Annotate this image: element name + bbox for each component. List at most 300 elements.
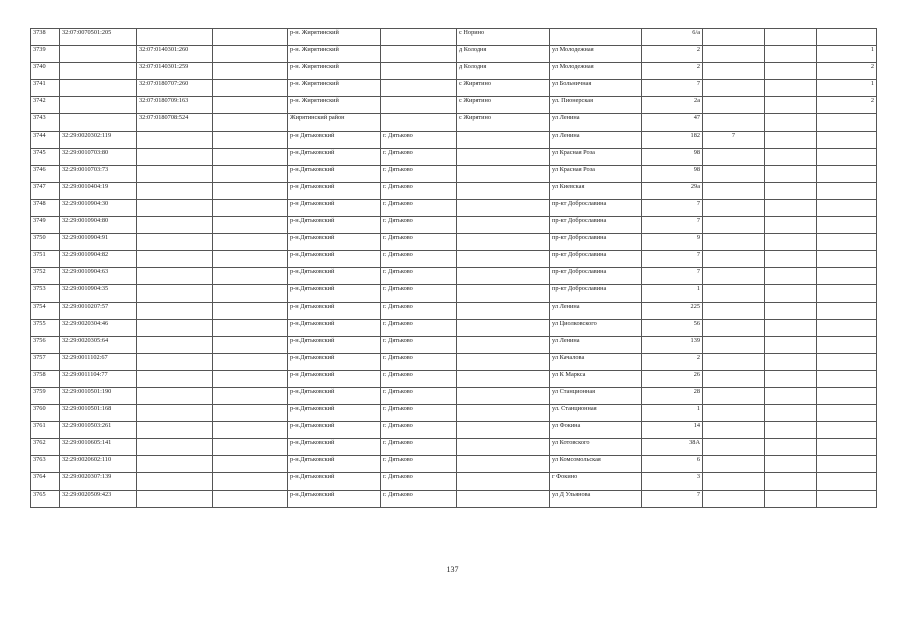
cell-cadastral-number-1: 32:29:0010904:80 <box>60 217 137 234</box>
cell-city: г. Дятьково <box>381 336 457 353</box>
cell-district: р-н Дятьковский <box>288 131 381 148</box>
page-number: 137 <box>446 565 459 574</box>
cell-settlement <box>457 234 550 251</box>
cell-cadastral-number-3 <box>213 473 288 490</box>
cell-city <box>381 29 457 46</box>
cell-row-number: 3756 <box>31 336 60 353</box>
cell-settlement <box>457 353 550 370</box>
table-row <box>31 336 877 353</box>
cell-row-number: 3753 <box>31 285 60 302</box>
cell-row-number: 3743 <box>31 114 60 131</box>
cell-house-number: 2 <box>642 353 703 370</box>
cell-cadastral-number-2 <box>137 217 213 234</box>
cell-settlement <box>457 182 550 199</box>
table-row <box>31 199 877 216</box>
table-row <box>31 131 877 148</box>
cell-extra <box>765 473 817 490</box>
cell-extra <box>765 131 817 148</box>
cell-cadastral-number-1: 32:29:0010904:91 <box>60 234 137 251</box>
cell-street: ул Красная Роза <box>550 148 642 165</box>
table-row <box>31 182 877 199</box>
cell-district: р-н.Дятьковский <box>288 439 381 456</box>
cell-building <box>703 199 765 216</box>
cell-cadastral-number-3 <box>213 336 288 353</box>
cell-district: р-н.Дятьковский <box>288 217 381 234</box>
cell-street: ул Красная Роза <box>550 165 642 182</box>
cell-street: ул. Станционная <box>550 405 642 422</box>
cell-district: р-н.Дятьковский <box>288 234 381 251</box>
cell-row-number: 3758 <box>31 370 60 387</box>
table-row <box>31 456 877 473</box>
cell-city: г. Дятьково <box>381 131 457 148</box>
cell-house-number: 7 <box>642 251 703 268</box>
cell-apartment <box>817 29 877 46</box>
cell-city: г. Дятьково <box>381 182 457 199</box>
cell-house-number: 1 <box>642 405 703 422</box>
cell-cadastral-number-1: 32:29:0011104:77 <box>60 370 137 387</box>
cell-apartment <box>817 456 877 473</box>
cell-apartment <box>817 251 877 268</box>
cell-district: р-н.Дятьковский <box>288 405 381 422</box>
cell-district: р-н. Жирятинский <box>288 29 381 46</box>
cell-extra <box>765 268 817 285</box>
cell-cadastral-number-1: 32:29:0020307:139 <box>60 473 137 490</box>
cell-settlement <box>457 370 550 387</box>
table-row <box>31 405 877 422</box>
cell-extra <box>765 387 817 404</box>
cell-cadastral-number-1: 32:29:0020302:119 <box>60 131 137 148</box>
cell-apartment <box>817 302 877 319</box>
cell-cadastral-number-1: 32:29:0010703:80 <box>60 148 137 165</box>
cell-district: р-н Дятьковский <box>288 370 381 387</box>
cell-apartment: 2 <box>817 97 877 114</box>
cell-cadastral-number-2 <box>137 319 213 336</box>
cell-row-number: 3760 <box>31 405 60 422</box>
cell-cadastral-number-1: 32:29:0020509:423 <box>60 490 137 507</box>
cell-settlement: с Жирятино <box>457 114 550 131</box>
cell-apartment <box>817 422 877 439</box>
cell-house-number: 2 <box>642 46 703 63</box>
cell-house-number: 9 <box>642 234 703 251</box>
cell-street: ул Качалова <box>550 353 642 370</box>
cell-cadastral-number-1: 32:29:0020305:64 <box>60 336 137 353</box>
cell-row-number: 3750 <box>31 234 60 251</box>
cell-row-number: 3754 <box>31 302 60 319</box>
cell-house-number: 7 <box>642 490 703 507</box>
cell-cadastral-number-3 <box>213 285 288 302</box>
cell-building <box>703 29 765 46</box>
cell-district: Жирятинский район <box>288 114 381 131</box>
cell-apartment <box>817 387 877 404</box>
cell-street: ул Фокина <box>550 422 642 439</box>
cell-extra <box>765 46 817 63</box>
cell-city: г. Дятьково <box>381 387 457 404</box>
cell-building <box>703 268 765 285</box>
cell-settlement: д Колодня <box>457 63 550 80</box>
cell-street <box>550 29 642 46</box>
cell-building <box>703 353 765 370</box>
cell-district: р-н.Дятьковский <box>288 319 381 336</box>
cell-cadastral-number-2: 32:07:0180709:163 <box>137 97 213 114</box>
cell-cadastral-number-1: 32:29:0010904:35 <box>60 285 137 302</box>
cell-cadastral-number-2 <box>137 387 213 404</box>
cell-apartment: 1 <box>817 46 877 63</box>
cell-extra <box>765 251 817 268</box>
cell-apartment <box>817 148 877 165</box>
cell-cadastral-number-2 <box>137 131 213 148</box>
cell-district: р-н.Дятьковский <box>288 251 381 268</box>
cell-extra <box>765 456 817 473</box>
cell-building <box>703 114 765 131</box>
cell-cadastral-number-3 <box>213 439 288 456</box>
cell-cadastral-number-2 <box>137 490 213 507</box>
cell-cadastral-number-2 <box>137 29 213 46</box>
cell-house-number: 29а <box>642 182 703 199</box>
cell-district: р-н.Дятьковский <box>288 456 381 473</box>
cell-cadastral-number-3 <box>213 251 288 268</box>
cell-cadastral-number-1: 32:29:0010904:30 <box>60 199 137 216</box>
cell-cadastral-number-1 <box>60 97 137 114</box>
cell-house-number: 38А <box>642 439 703 456</box>
cell-extra <box>765 148 817 165</box>
cell-cadastral-number-1: 32:29:0010501:168 <box>60 405 137 422</box>
cell-house-number: 98 <box>642 148 703 165</box>
cell-district: р-н. Жирятинский <box>288 80 381 97</box>
cell-house-number: 7 <box>642 80 703 97</box>
cell-street: пр-кт Доброславина <box>550 251 642 268</box>
cell-settlement <box>457 131 550 148</box>
cell-apartment <box>817 234 877 251</box>
cell-building <box>703 63 765 80</box>
cell-district: р-н Дятьковский <box>288 182 381 199</box>
cell-apartment <box>817 182 877 199</box>
table-row <box>31 439 877 456</box>
cell-cadastral-number-1: 32:29:0020602:110 <box>60 456 137 473</box>
cell-street: пр-кт Доброславина <box>550 285 642 302</box>
cell-house-number: 7 <box>642 199 703 216</box>
cell-settlement <box>457 165 550 182</box>
cell-building <box>703 251 765 268</box>
cell-row-number: 3739 <box>31 46 60 63</box>
cell-row-number: 3746 <box>31 165 60 182</box>
cell-extra <box>765 182 817 199</box>
table-row <box>31 387 877 404</box>
cell-extra <box>765 302 817 319</box>
cell-city: г. Дятьково <box>381 353 457 370</box>
cell-city: г. Дятьково <box>381 405 457 422</box>
cell-apartment: 2 <box>817 63 877 80</box>
cell-city: г. Дятьково <box>381 165 457 182</box>
cell-settlement <box>457 336 550 353</box>
cell-row-number: 3740 <box>31 63 60 80</box>
cell-settlement <box>457 387 550 404</box>
cell-cadastral-number-2 <box>137 285 213 302</box>
cell-district: р-н.Дятьковский <box>288 387 381 404</box>
cell-settlement: д Колодня <box>457 46 550 63</box>
cell-building <box>703 439 765 456</box>
cell-building <box>703 422 765 439</box>
cell-settlement <box>457 456 550 473</box>
cell-cadastral-number-3 <box>213 46 288 63</box>
cell-extra <box>765 439 817 456</box>
table-row <box>31 46 877 63</box>
cell-row-number: 3738 <box>31 29 60 46</box>
cell-extra <box>765 165 817 182</box>
cell-building <box>703 370 765 387</box>
cell-cadastral-number-3 <box>213 490 288 507</box>
table-body <box>31 29 877 508</box>
cell-cadastral-number-3 <box>213 217 288 234</box>
cell-cadastral-number-1: 32:29:0010404:19 <box>60 182 137 199</box>
cell-cadastral-number-2 <box>137 422 213 439</box>
cell-cadastral-number-2 <box>137 251 213 268</box>
cell-building <box>703 97 765 114</box>
cell-building <box>703 319 765 336</box>
cell-house-number: 98 <box>642 165 703 182</box>
cell-apartment <box>817 217 877 234</box>
cell-settlement <box>457 473 550 490</box>
cell-street: ул К Маркса <box>550 370 642 387</box>
register-table <box>30 28 877 508</box>
cell-settlement <box>457 148 550 165</box>
cell-district: р-н.Дятьковский <box>288 473 381 490</box>
cell-building <box>703 165 765 182</box>
cell-apartment <box>817 353 877 370</box>
table-row <box>31 80 877 97</box>
cell-settlement <box>457 422 550 439</box>
cell-cadastral-number-2 <box>137 353 213 370</box>
cell-cadastral-number-1: 32:29:0010503:261 <box>60 422 137 439</box>
cell-settlement <box>457 268 550 285</box>
cell-cadastral-number-2 <box>137 165 213 182</box>
cell-street: пр-кт Доброславина <box>550 268 642 285</box>
cell-district: р-н.Дятьковский <box>288 422 381 439</box>
cell-cadastral-number-3 <box>213 80 288 97</box>
cell-building <box>703 302 765 319</box>
cell-house-number: 7 <box>642 217 703 234</box>
cell-city: г. Дятьково <box>381 422 457 439</box>
cell-street: ул Комсомольская <box>550 456 642 473</box>
cell-cadastral-number-3 <box>213 268 288 285</box>
table-row <box>31 29 877 46</box>
cell-apartment <box>817 165 877 182</box>
cell-district: р-н.Дятьковский <box>288 268 381 285</box>
cell-settlement <box>457 285 550 302</box>
cell-street: ул Д Ульянова <box>550 490 642 507</box>
cell-cadastral-number-1: 32:29:0010904:63 <box>60 268 137 285</box>
cell-cadastral-number-1 <box>60 80 137 97</box>
cell-cadastral-number-3 <box>213 422 288 439</box>
table-row <box>31 370 877 387</box>
cell-city <box>381 63 457 80</box>
cell-settlement <box>457 439 550 456</box>
cell-building <box>703 182 765 199</box>
cell-cadastral-number-3 <box>213 199 288 216</box>
cell-settlement <box>457 405 550 422</box>
cell-street: пр-кт Доброславина <box>550 199 642 216</box>
cell-city: г. Дятьково <box>381 148 457 165</box>
cell-row-number: 3749 <box>31 217 60 234</box>
cell-extra <box>765 336 817 353</box>
cell-city <box>381 80 457 97</box>
cell-extra <box>765 63 817 80</box>
cell-street: ул Циолковского <box>550 319 642 336</box>
cell-settlement: с Норино <box>457 29 550 46</box>
cell-city: г. Дятьково <box>381 456 457 473</box>
cell-city <box>381 114 457 131</box>
cell-cadastral-number-1: 32:29:0020304:46 <box>60 319 137 336</box>
cell-district: р-н. Жирятинский <box>288 46 381 63</box>
cell-district: р-н Дятьковский <box>288 199 381 216</box>
cell-district: р-н.Дятьковский <box>288 353 381 370</box>
cell-house-number: 6 <box>642 456 703 473</box>
cell-apartment <box>817 268 877 285</box>
cell-house-number: 3 <box>642 473 703 490</box>
cell-extra <box>765 97 817 114</box>
cell-apartment <box>817 490 877 507</box>
cell-city: г. Дятьково <box>381 268 457 285</box>
cell-cadastral-number-3 <box>213 405 288 422</box>
cell-house-number: 7 <box>642 268 703 285</box>
cell-row-number: 3762 <box>31 439 60 456</box>
cell-district: р-н Дятьковский <box>288 302 381 319</box>
cell-street: ул Станционная <box>550 387 642 404</box>
cell-house-number: 1 <box>642 285 703 302</box>
cell-city: г. Дятьково <box>381 302 457 319</box>
cell-building <box>703 46 765 63</box>
cell-cadastral-number-1: 32:29:0011102:67 <box>60 353 137 370</box>
cell-building <box>703 336 765 353</box>
cell-extra <box>765 199 817 216</box>
table-row <box>31 148 877 165</box>
table-row <box>31 319 877 336</box>
cell-row-number: 3759 <box>31 387 60 404</box>
cell-building <box>703 490 765 507</box>
cell-extra <box>765 319 817 336</box>
cell-city: г. Дятьково <box>381 473 457 490</box>
cell-city: г. Дятьково <box>381 439 457 456</box>
cell-cadastral-number-3 <box>213 319 288 336</box>
cell-settlement <box>457 302 550 319</box>
cell-cadastral-number-1 <box>60 46 137 63</box>
cell-apartment <box>817 370 877 387</box>
cell-cadastral-number-3 <box>213 165 288 182</box>
table-row <box>31 165 877 182</box>
cell-settlement: с Жирятино <box>457 97 550 114</box>
cell-cadastral-number-2 <box>137 302 213 319</box>
cell-row-number: 3757 <box>31 353 60 370</box>
cell-apartment <box>817 319 877 336</box>
cell-row-number: 3755 <box>31 319 60 336</box>
cell-house-number: 6/a <box>642 29 703 46</box>
cell-apartment <box>817 405 877 422</box>
cell-extra <box>765 490 817 507</box>
cell-city: г. Дятьково <box>381 217 457 234</box>
cell-extra <box>765 29 817 46</box>
cell-building <box>703 80 765 97</box>
cell-building <box>703 473 765 490</box>
cell-cadastral-number-2 <box>137 199 213 216</box>
cell-cadastral-number-2 <box>137 405 213 422</box>
cell-cadastral-number-3 <box>213 182 288 199</box>
cell-street: г Фокино <box>550 473 642 490</box>
cell-apartment <box>817 114 877 131</box>
cell-building <box>703 387 765 404</box>
cell-city: г. Дятьково <box>381 234 457 251</box>
cell-row-number: 3765 <box>31 490 60 507</box>
table-row <box>31 114 877 131</box>
cell-row-number: 3761 <box>31 422 60 439</box>
cell-cadastral-number-1: 32:29:0010501:190 <box>60 387 137 404</box>
cell-house-number: 47 <box>642 114 703 131</box>
cell-cadastral-number-3 <box>213 114 288 131</box>
cell-cadastral-number-2: 32:07:0180708:524 <box>137 114 213 131</box>
cell-extra <box>765 405 817 422</box>
cell-street: ул Ленина <box>550 336 642 353</box>
cell-street: ул Киевская <box>550 182 642 199</box>
table-row <box>31 353 877 370</box>
cell-district: р-н. Жирятинский <box>288 63 381 80</box>
cell-cadastral-number-2 <box>137 439 213 456</box>
cell-district: р-н.Дятьковский <box>288 336 381 353</box>
cell-apartment <box>817 199 877 216</box>
cell-cadastral-number-3 <box>213 370 288 387</box>
cell-settlement <box>457 490 550 507</box>
cell-cadastral-number-3 <box>213 148 288 165</box>
cell-cadastral-number-3 <box>213 131 288 148</box>
cell-street: пр-кт Доброславина <box>550 234 642 251</box>
cell-cadastral-number-3 <box>213 302 288 319</box>
cell-city: г. Дятьково <box>381 251 457 268</box>
cell-settlement: с Жирятино <box>457 80 550 97</box>
table-row <box>31 490 877 507</box>
cell-district: р-н.Дятьковский <box>288 490 381 507</box>
cell-city <box>381 46 457 63</box>
cell-cadastral-number-1: 32:29:0010207:57 <box>60 302 137 319</box>
cell-cadastral-number-1: 32:07:0070501:205 <box>60 29 137 46</box>
cell-building <box>703 456 765 473</box>
cell-apartment <box>817 439 877 456</box>
cell-row-number: 3742 <box>31 97 60 114</box>
cell-building <box>703 148 765 165</box>
cell-city <box>381 97 457 114</box>
cell-row-number: 3752 <box>31 268 60 285</box>
cell-apartment <box>817 131 877 148</box>
cell-row-number: 3763 <box>31 456 60 473</box>
cell-cadastral-number-2: 32:07:0140301:259 <box>137 63 213 80</box>
cell-building: 7 <box>703 131 765 148</box>
table-row <box>31 251 877 268</box>
cell-apartment <box>817 336 877 353</box>
table-row <box>31 268 877 285</box>
cell-cadastral-number-2 <box>137 182 213 199</box>
table-row <box>31 285 877 302</box>
cell-street: ул. Пионерская <box>550 97 642 114</box>
cell-district: р-н. Жирятинский <box>288 97 381 114</box>
cell-cadastral-number-1: 32:29:0010904:82 <box>60 251 137 268</box>
table-row <box>31 473 877 490</box>
cell-cadastral-number-3 <box>213 29 288 46</box>
cell-house-number: 56 <box>642 319 703 336</box>
cell-row-number: 3748 <box>31 199 60 216</box>
cell-cadastral-number-3 <box>213 234 288 251</box>
cell-cadastral-number-1 <box>60 63 137 80</box>
cell-city: г. Дятьково <box>381 490 457 507</box>
cell-row-number: 3745 <box>31 148 60 165</box>
cell-building <box>703 234 765 251</box>
cell-cadastral-number-1: 32:29:0010605:141 <box>60 439 137 456</box>
cell-apartment <box>817 285 877 302</box>
